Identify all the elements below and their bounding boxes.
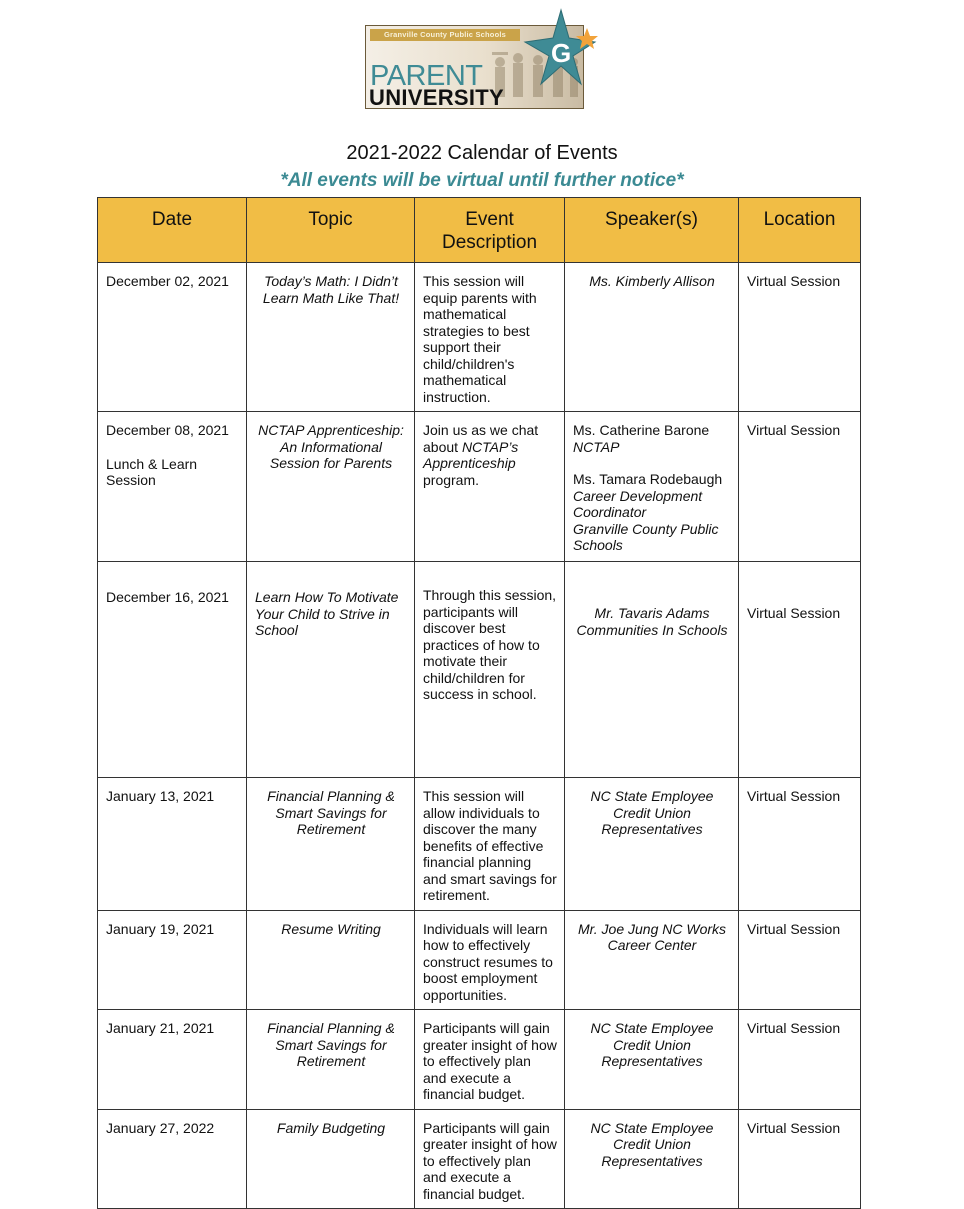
event-topic: Today’s Math: I Didn’t Learn Math Like That! [247,263,415,412]
page-title: 2021-2022 Calendar of Events [346,142,618,164]
table-row [98,263,861,412]
event-description: Participants will gain greater insight of how to effectively plan and execute a financial budget. [415,1010,565,1110]
event-speaker: NC State Employee Credit Union Representatives [565,778,739,911]
header-topic: Topic [247,198,415,263]
event-location: Virtual Session [739,263,861,412]
speaker-name: Ms. Tamara Rodebaugh [573,471,723,487]
description-text-end: program. [423,471,480,488]
event-topic: Financial Planning & Smart Savings for Retirement [247,778,415,911]
event-description: Participants will gain greater insight of how to effectively plan and execute a financial budget. [415,1109,565,1209]
event-date-note: Lunch & Learn Session [106,455,198,488]
event-date: January 27, 2022 [98,1109,247,1209]
event-speaker: NC State Employee Credit Union Representatives [565,1109,739,1209]
description-text: Join us as we chat about [423,422,539,455]
event-date: December 16, 2021 [98,562,247,778]
event-topic: NCTAP Apprenticeship: An Informational Session for Parents [247,412,415,562]
event-speakers-cell [565,412,739,562]
table-row [98,910,861,1010]
table-row [98,1109,861,1209]
event-speaker: Mr. Tavaris Adams Communities In Schools [565,562,739,778]
table-row [98,1010,861,1110]
speaker-title: Career Development Coordinator [573,487,703,520]
logo-star-letter: G [551,38,572,68]
logo-university-text: UNIVERSITY [369,85,505,110]
event-description-cell [415,412,565,562]
header-description: Event Description [415,198,565,263]
table-row [98,778,861,911]
event-speaker: Mr. Joe Jung NC Works Career Center [565,910,739,1010]
event-location: Virtual Session [739,778,861,911]
event-location: Virtual Session [739,910,861,1010]
events-table [97,197,861,1209]
parent-university-logo [365,8,599,110]
event-description: This session will allow individuals to discover the many benefits of effective financial planning and smart savings for retirement. [415,778,565,911]
event-topic: Family Budgeting [247,1109,415,1209]
header-location: Location [739,198,861,263]
table-row [98,412,861,562]
header-speakers: Speaker(s) [565,198,739,263]
event-location: Virtual Session [739,1109,861,1209]
star-icon [483,8,599,88]
event-date: December 02, 2021 [98,263,247,412]
event-topic: Learn How To Motivate Your Child to Strive in School [247,562,415,778]
event-speaker: NC State Employee Credit Union Representatives [565,1010,739,1110]
header-date: Date [98,198,247,263]
event-date-cell [98,412,247,562]
event-speaker: Ms. Kimberly Allison [565,263,739,412]
speaker-org: NCTAP [573,438,620,455]
event-topic: Financial Planning & Smart Savings for Retirement [247,1010,415,1110]
speaker-name: Ms. Catherine Barone [573,422,710,438]
event-location: Virtual Session [739,562,861,778]
logo-org-name: Granville County Public Schools [370,29,520,41]
event-date: December 08, 2021 [106,422,229,438]
event-date: January 21, 2021 [98,1010,247,1110]
event-description: Through this session, participants will discover best practices of how to motivate their child/children for success in school. [415,562,565,778]
event-description: Individuals will learn how to effectively construct resumes to boost employment opportunities. [415,910,565,1010]
virtual-notice: *All events will be virtual until further notice* [280,170,684,191]
event-date: January 13, 2021 [98,778,247,911]
description-program: NCTAP’s Apprenticeship [423,438,519,471]
event-date: January 19, 2021 [98,910,247,1010]
table-header-row [98,198,861,263]
speaker-org: Granville County Public Schools [573,520,719,553]
table-row [98,562,861,778]
event-location: Virtual Session [739,412,861,562]
event-topic: Resume Writing [247,910,415,1010]
event-location: Virtual Session [739,1010,861,1110]
logo-parent-text: PARENT [370,60,483,92]
event-description: This session will equip parents with mathematical strategies to best support their child/children's mathematical instruction. [415,263,565,412]
